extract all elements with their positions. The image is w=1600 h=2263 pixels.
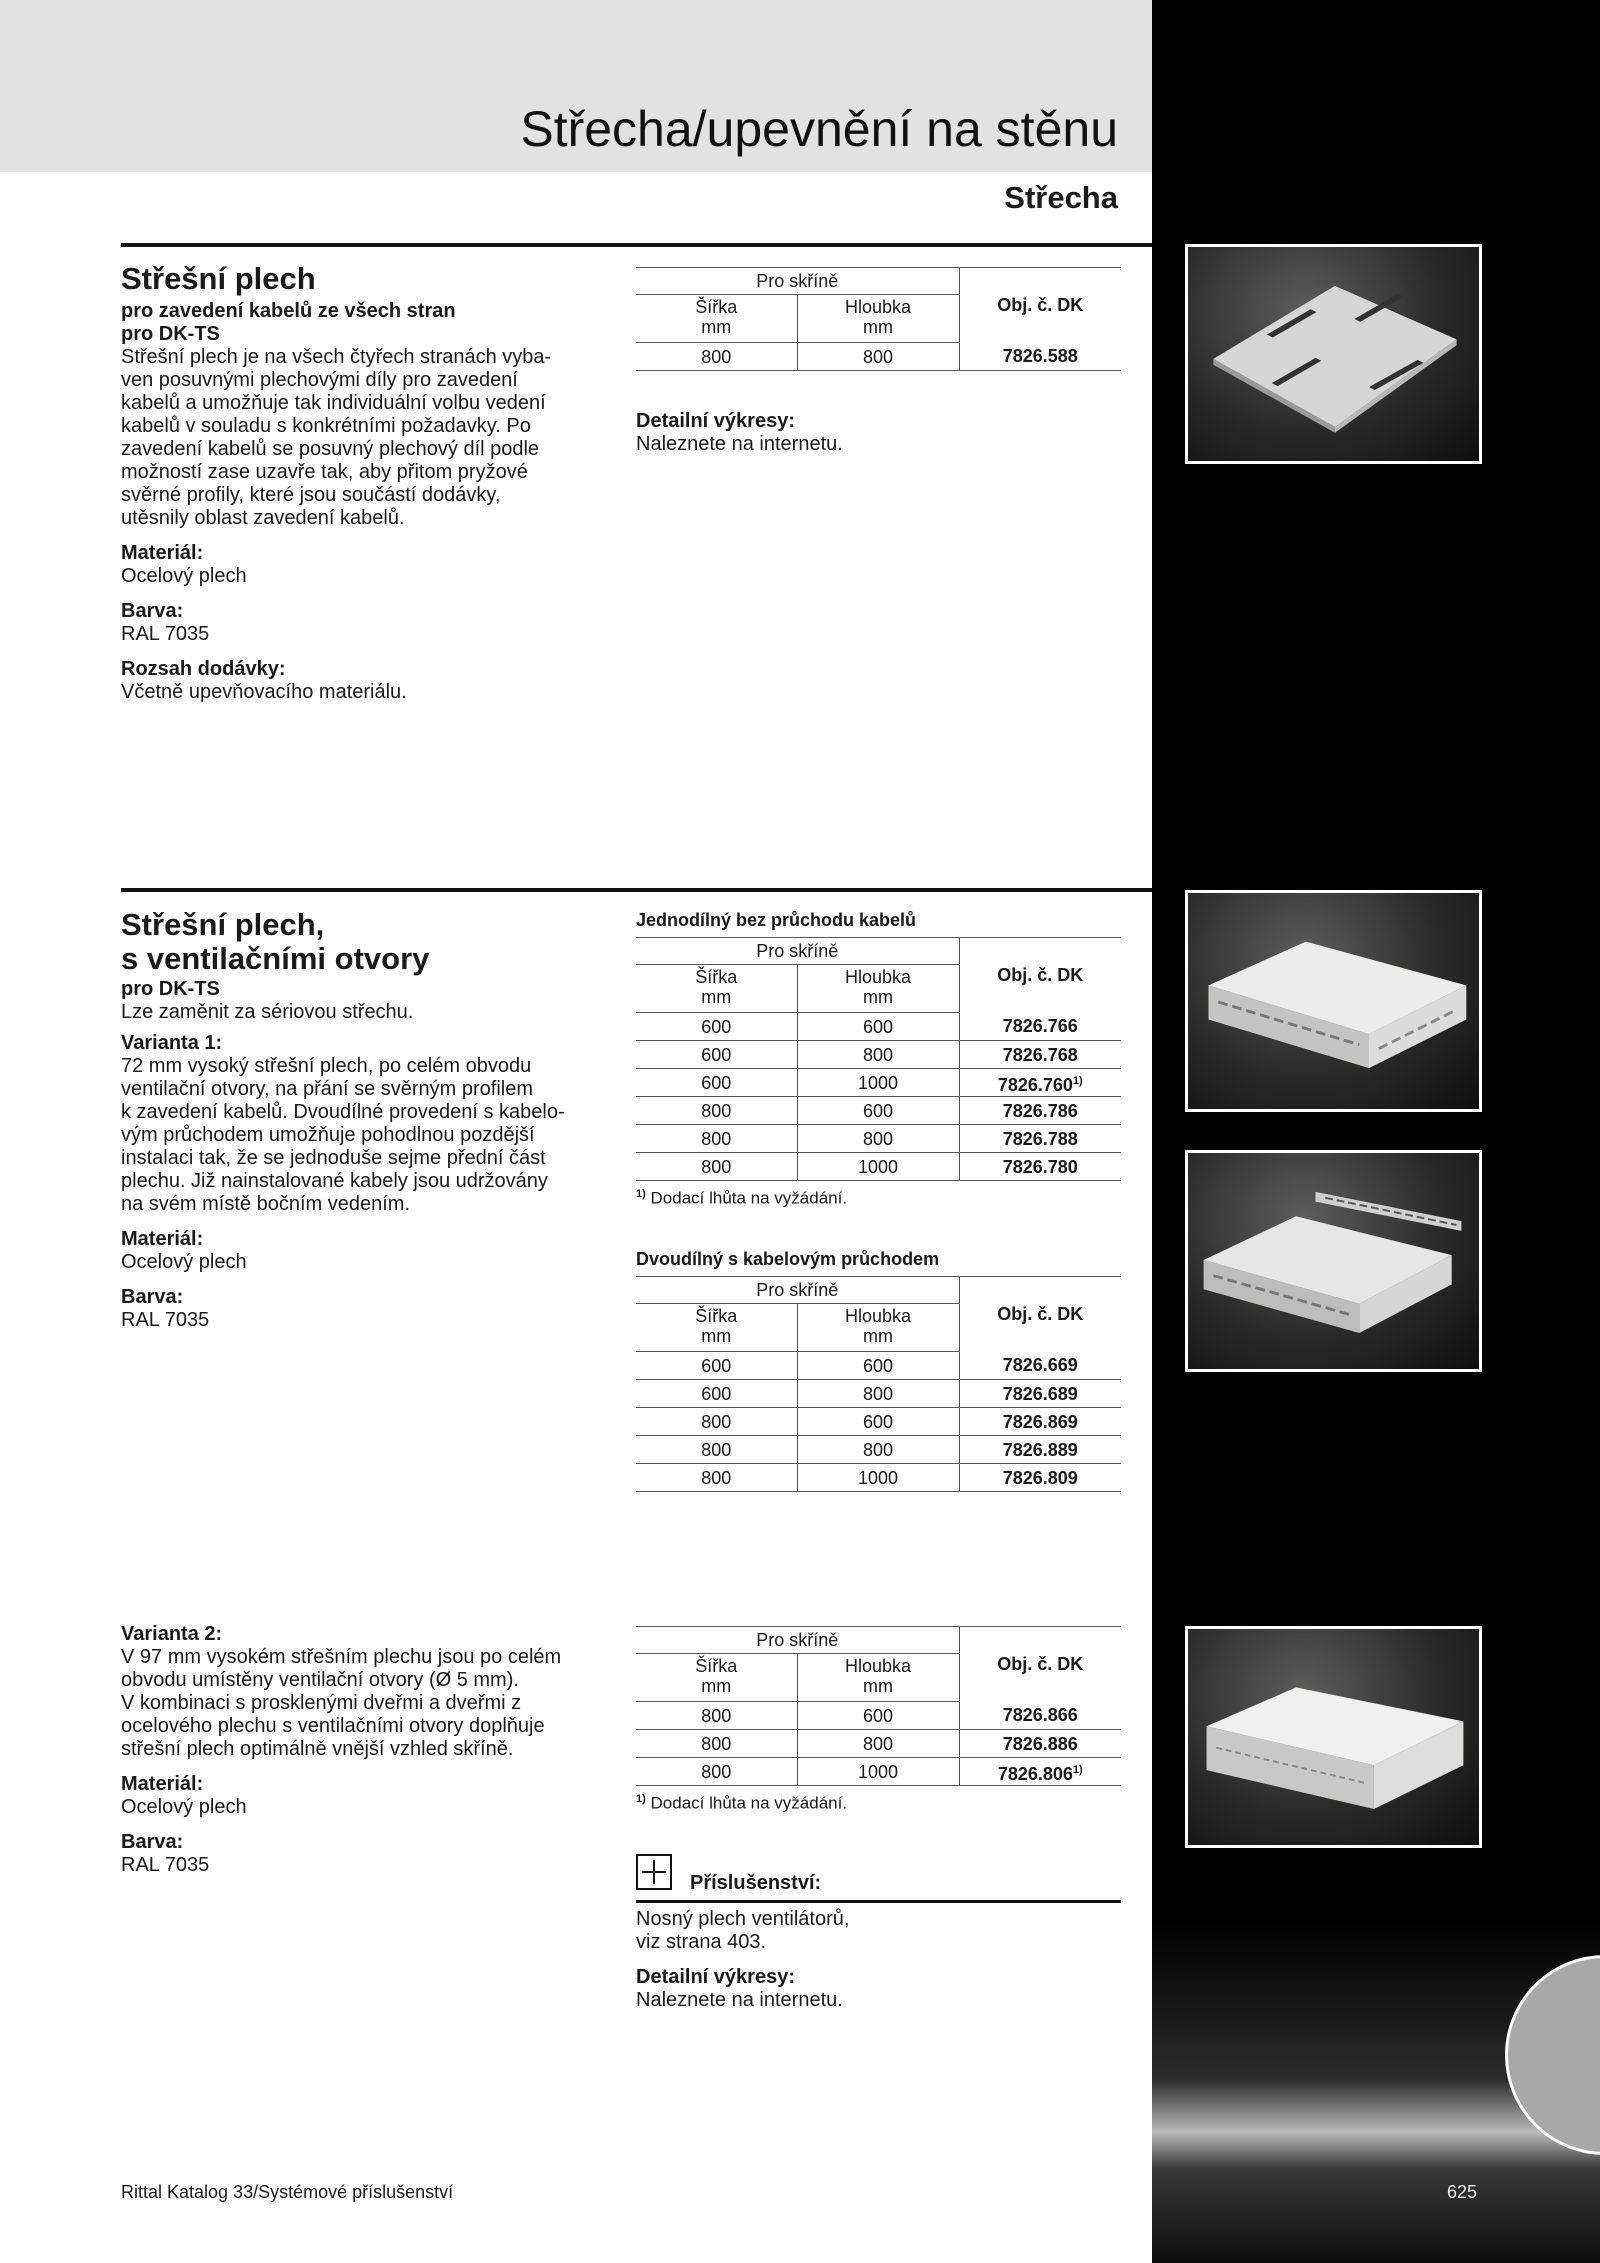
accessories-plus-icon [636, 1854, 672, 1890]
variant1-label: Varianta 1: [121, 1032, 223, 1054]
width-header: Šířka mm [636, 965, 797, 1013]
section-rule [121, 888, 1152, 892]
section-title: Střecha [1004, 180, 1118, 215]
variant1-line: k zavedení kabelů. Dvoudílné provedení s kabelo- [121, 1101, 565, 1123]
accessories-line: viz strana 403. [636, 1931, 767, 1953]
table-row: 800 1000 7826.809 [636, 1464, 1121, 1492]
drawings-value: Naleznete na internetu. [636, 1989, 843, 2011]
color-label: Barva: [121, 600, 184, 622]
table-group-header: Pro skříně [636, 268, 959, 295]
product1-desc-line: ven posuvnými plechovými díly pro zavedení [121, 369, 518, 391]
product1-desc-line: kabelů a umožňuje tak individuální volbu vedení [121, 392, 546, 414]
vent-roof-single-illustration [1188, 893, 1479, 1109]
footnote-ref: 1) [1072, 1763, 1083, 1776]
variant2-text [121, 1623, 601, 1877]
color-value: RAL 7035 [121, 623, 210, 645]
accessories-label: Příslušenství: [690, 1872, 822, 1894]
variant1-line: na svém místě bočním vedením. [121, 1193, 411, 1215]
table-footnote: $^{1)}$ Dodací lhůta na vyžádání. [636, 1793, 848, 1813]
variant2-order-table [636, 1626, 1121, 1786]
product2-title-line2: s ventilačními otvory [121, 941, 430, 976]
variant1-line: plechu. Již nainstalované kabely jsou udržovány [121, 1170, 548, 1192]
variant2-table-block [636, 1626, 1121, 1814]
table-caption: Dvoudílný s kabelovým průchodem [636, 1249, 940, 1269]
material-label: Materiál: [121, 1228, 204, 1250]
variant1-line: instalaci tak, že se jednoduše sejme přední část [121, 1147, 546, 1169]
page-title: Střecha/upevnění na stěnu [520, 101, 1118, 157]
material-value: Ocelový plech [121, 1796, 247, 1818]
material-value: Ocelový plech [121, 1251, 247, 1273]
product2-order-table-two-part [636, 1276, 1121, 1492]
variant1-line: vým průchodem umožňuje pohodlnou pozdější [121, 1124, 535, 1146]
table-group-header: Pro skříně [636, 938, 959, 965]
product1-desc-line: kabelů v souladu s konkrétními požadavky. Po [121, 415, 531, 437]
table-row: 800 800 7826.788 [636, 1125, 1121, 1153]
product1-table-block [636, 267, 1121, 371]
color-label: Barva: [121, 1831, 184, 1853]
accessories-line: Nosný plech ventilátorů, [636, 1908, 850, 1930]
product1-subtitle: pro zavedení kabelů ze všech stran [121, 300, 456, 322]
width-header: Šířka mm [636, 1654, 797, 1702]
color-label: Barva: [121, 1286, 184, 1308]
table-row: 800 600 7826.786 [636, 1097, 1121, 1125]
roof-plate-illustration [1188, 247, 1479, 461]
color-value: RAL 7035 [121, 1309, 210, 1331]
table-row: 600 600 7826.766 [636, 1013, 1121, 1041]
drawings-value: Naleznete na internetu. [636, 433, 843, 455]
material-label: Materiál: [121, 1773, 204, 1795]
product2-text [121, 908, 601, 1332]
variant2-line: střešní plech optimálně vnější vzhled skříně. [121, 1738, 514, 1760]
drawings-label: Detailní výkresy: [636, 410, 795, 432]
product2-title: Střešní plech, [121, 907, 325, 942]
footnote-ref: 1) [1072, 1074, 1083, 1087]
product2-order-table-single [636, 937, 1121, 1181]
product2-table2-block [636, 1249, 1121, 1492]
variant1-line: ventilační otvory, na přání se svěrným profilem [121, 1078, 534, 1100]
table-row: 800 600 7826.869 [636, 1408, 1121, 1436]
drawings-label: Detailní výkresy: [636, 1966, 795, 1988]
page-number: 625 [1447, 2182, 1478, 2202]
accessories-text [636, 1908, 1121, 2012]
product2-table1-block [636, 910, 1121, 1209]
material-label: Materiál: [121, 542, 204, 564]
product1-desc-line: utěsnily oblast zavedení kabelů. [121, 507, 405, 529]
product1-text [121, 262, 601, 704]
variant2-line: V 97 mm vysokém střešním plechu jsou po celém [121, 1646, 562, 1668]
order-number-header: Obj. č. DK [959, 268, 1121, 343]
product-photo-roof-plate [1185, 244, 1482, 464]
table-row: 800 800 7826.886 [636, 1730, 1121, 1758]
table-footnote: $^{1)}$ Dodací lhůta na vyžádání. [636, 1188, 848, 1208]
product1-drawings [636, 410, 1121, 456]
product1-desc-line: Střešní plech je na všech čtyřech stranách vyba- [121, 346, 552, 368]
variant2-line: obvodu umístěny ventilační otvory (Ø 5 mm). [121, 1669, 519, 1691]
width-header: Šířka mm [636, 295, 797, 343]
product1-desc-line: možností zase uzavře tak, aby přitom pryžové [121, 461, 528, 483]
product1-desc-line: zavedení kabelů se posuvný plechový díl podle [121, 438, 540, 460]
table-row: 600 800 7826.768 [636, 1041, 1121, 1069]
table-row: 800 800 7826.889 [636, 1436, 1121, 1464]
product2-subtitle: pro DK-TS [121, 978, 220, 1000]
product1-order-table [636, 267, 1121, 371]
product1-title: Střešní plech [121, 261, 316, 296]
product-photo-vent-roof-single [1185, 890, 1482, 1112]
depth-header: Hloubka mm [797, 295, 959, 343]
width-header: Šířka mm [636, 1304, 797, 1352]
product1-subtitle-model: pro DK-TS [121, 323, 220, 345]
section-rule [121, 243, 1152, 247]
vent-roof-two-part-illustration [1188, 1153, 1479, 1369]
table-group-header: Pro skříně [636, 1627, 959, 1654]
depth-header: Hloubka mm [797, 965, 959, 1013]
color-value: RAL 7035 [121, 1854, 210, 1876]
depth-header: Hloubka mm [797, 1304, 959, 1352]
product2-intro: Lze zaměnit za sériovou střechu. [121, 1001, 414, 1023]
table-row: 600 600 7826.669 [636, 1352, 1121, 1380]
variant2-line: V kombinaci s prosklenými dveřmi a dveřmi z [121, 1692, 522, 1714]
variant1-line: 72 mm vysoký střešní plech, po celém obvodu [121, 1055, 532, 1077]
product-photo-vent-roof-two-part [1185, 1150, 1482, 1372]
scope-value: Včetně upevňovacího materiálu. [121, 681, 407, 703]
table-row: 600 1000 7826.760$^{1)}$ [636, 1069, 1121, 1097]
table-group-header: Pro skříně [636, 1277, 959, 1304]
table-caption: Jednodílný bez průchodu kabelů [636, 910, 917, 930]
footer-catalog: Rittal Katalog 33/Systémové příslušenství [121, 2182, 454, 2202]
product-photo-vent-roof-97mm [1185, 1626, 1482, 1848]
scope-label: Rozsah dodávky: [121, 658, 286, 680]
table-row: 800 1000 7826.780 [636, 1153, 1121, 1181]
material-value: Ocelový plech [121, 565, 247, 587]
order-number-header: Obj. č. DK [959, 1627, 1121, 1702]
vent-roof-97mm-illustration [1188, 1629, 1479, 1845]
variant2-label: Varianta 2: [121, 1623, 223, 1645]
product1-desc-line: svěrné profily, které jsou součástí dodávky, [121, 484, 501, 506]
table-row: 800 1000 7826.806$^{1)}$ [636, 1758, 1121, 1786]
order-number-header: Obj. č. DK [959, 1277, 1121, 1352]
depth-header: Hloubka mm [797, 1654, 959, 1702]
table-row: 800 600 7826.866 [636, 1702, 1121, 1730]
table-row: 600 800 7826.689 [636, 1380, 1121, 1408]
accessories-rule [636, 1900, 1121, 1903]
variant2-line: ocelového plechu s ventilačními otvory doplňuje [121, 1715, 545, 1737]
order-number-header: Obj. č. DK [959, 938, 1121, 1013]
table-row: 800 800 7826.588 [636, 343, 1121, 371]
